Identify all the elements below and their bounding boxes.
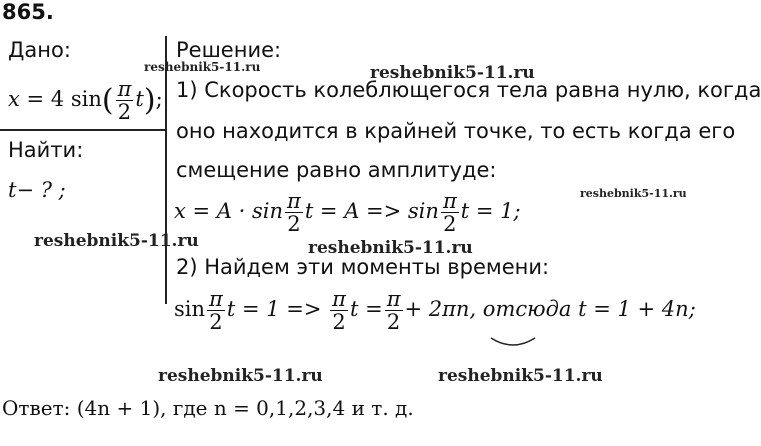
eq1-frac1-num: π: [287, 189, 301, 213]
eq2-f3-den: 2: [386, 310, 401, 334]
vertical-divider: [165, 36, 167, 304]
watermark: reshebnik5-11.ru: [370, 63, 535, 83]
watermark: reshebnik5-11.ru: [308, 238, 473, 258]
eq2-fraction-1: [207, 288, 225, 333]
eq1-frac2-num: π: [442, 189, 457, 213]
eq2-f2-num: π: [332, 287, 346, 311]
eq1-fraction-1: [285, 190, 303, 235]
solution-line-3: смещение равно амплитуде:: [176, 158, 497, 182]
solution-line-1: 1) Скорость колеблющегося тела равна нулю, когда: [176, 78, 761, 102]
given-eq-end: ;: [155, 87, 163, 111]
given-equation: [8, 78, 163, 123]
eq1-left: x = A · sin: [174, 199, 283, 223]
answer-line: Ответ: (4n + 1), где n = 0,1,2,3,4 и т. д.: [2, 396, 414, 420]
given-fraction: [116, 78, 134, 123]
solution-line-2: оно находится в крайней точке, то есть когда его: [176, 119, 736, 143]
eq1-mid: t = A => sin: [304, 199, 439, 223]
given-frac-den: 2: [117, 100, 132, 124]
find-label: Найти:: [8, 138, 84, 162]
solution-label: Решение:: [176, 38, 282, 62]
eq2-f1-num: π: [209, 287, 223, 311]
watermark: reshebnik5-11.ru: [144, 60, 261, 74]
eq2-d: + 2πn, отсюда t = 1 + 4n;: [404, 297, 696, 321]
eq1-fraction-2: [441, 190, 459, 235]
solution-line-4: 2) Найдем эти моменты времени:: [176, 255, 550, 279]
given-eq-lhs: x: [8, 87, 20, 111]
eq2-c: t =: [349, 297, 383, 321]
watermark: reshebnik5-11.ru: [580, 187, 687, 200]
eq2-a: sin: [174, 297, 206, 321]
given-eq-var: t: [135, 87, 144, 111]
given-eq-mid: = 4 sin: [19, 87, 102, 111]
left-paren: (: [101, 83, 114, 118]
solution-equation-1: [174, 190, 521, 235]
given-label: Дано:: [8, 38, 71, 62]
right-paren: ): [143, 83, 156, 118]
given-frac-num: π: [117, 77, 132, 101]
watermark: reshebnik5-11.ru: [34, 231, 199, 251]
eq1-end: t = 1;: [460, 199, 521, 223]
problem-number: 865.: [2, 0, 54, 24]
horizontal-divider: [0, 129, 166, 131]
eq2-f2-den: 2: [332, 310, 346, 334]
solution-equation-2: [174, 288, 696, 333]
watermark: reshebnik5-11.ru: [158, 366, 323, 386]
eq2-b: t = 1 =>: [226, 297, 322, 321]
find-value: t− ? ;: [8, 178, 66, 202]
eq2-f3-num: π: [386, 287, 401, 311]
handwritten-arc-mark: [488, 334, 538, 354]
eq1-frac2-den: 2: [443, 212, 457, 236]
eq2-f1-den: 2: [209, 310, 223, 334]
eq2-fraction-2: [330, 288, 348, 333]
watermark: reshebnik5-11.ru: [438, 366, 603, 386]
eq2-fraction-3: [385, 288, 403, 333]
eq1-frac1-den: 2: [287, 212, 301, 236]
